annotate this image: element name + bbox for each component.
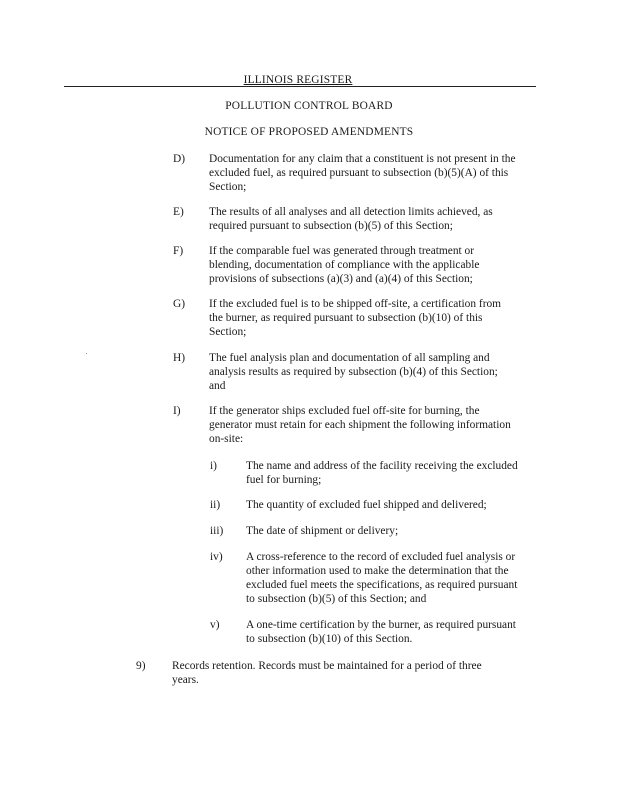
subitem-label: iv) [210,551,223,563]
register-title: ILLINOIS REGISTER [243,74,353,86]
item-text: If the generator ships excluded fuel off-site for burning, the generator must retain for each shipment the following information on-site: [209,405,511,445]
item-text: If the excluded fuel is to be shipped off-site, a certification from the burner, as required pursuant to subsection (b)(10) of this Section; [209,298,502,338]
subitem-label: i) [210,460,217,472]
subitem-text: The date of shipment or delivery; [246,525,399,537]
subitem-text: A cross-reference to the record of excluded fuel analysis or other information used to make the determination that the excluded fuel meets the specifications, as required pursuant to subsection (b)(5) of this Section; and [246,551,518,605]
subitem-label: iii) [210,525,224,537]
item-label: G) [173,298,186,310]
subitem-text: A one-time certification by the burner, as required pursuant to subsection (b)(10) of this Section. [246,619,516,645]
item-text: The fuel analysis plan and documentation of all sampling and analysis results as required by subsection (b)(4) of this Section; and [209,352,498,392]
section-label: 9) [136,660,146,672]
scan-speck [86,353,87,354]
board-title: POLLUTION CONTROL BOARD [225,100,393,112]
subitem-label: ii) [210,499,221,511]
item-label: I) [173,405,181,417]
notice-title: NOTICE OF PROPOSED AMENDMENTS [204,126,414,138]
subitem-text: The quantity of excluded fuel shipped and delivered; [246,499,487,511]
item-text: The results of all analyses and all detection limits achieved, as required pursuant to subsection (b)(5) of this Section; [209,206,493,232]
item-text: Documentation for any claim that a constituent is not present in the excluded fuel, as required pursuant to subsection (b)(5)(A) of this Section; [209,153,516,193]
item-label: E) [173,206,184,218]
subitem-label: v) [210,619,220,631]
item-label: F) [173,245,184,257]
section-text: Records retention. Records must be maintained for a period of three years. [172,660,482,686]
subitem-text: The name and address of the facility receiving the excluded fuel for burning; [246,460,518,486]
item-label: D) [173,153,186,165]
item-label: H) [173,352,186,364]
item-text: If the comparable fuel was generated through treatment or blending, documentation of compliance with the applicable provisions of subsections (a)(3) and (a)(4) of this Section; [209,245,480,285]
